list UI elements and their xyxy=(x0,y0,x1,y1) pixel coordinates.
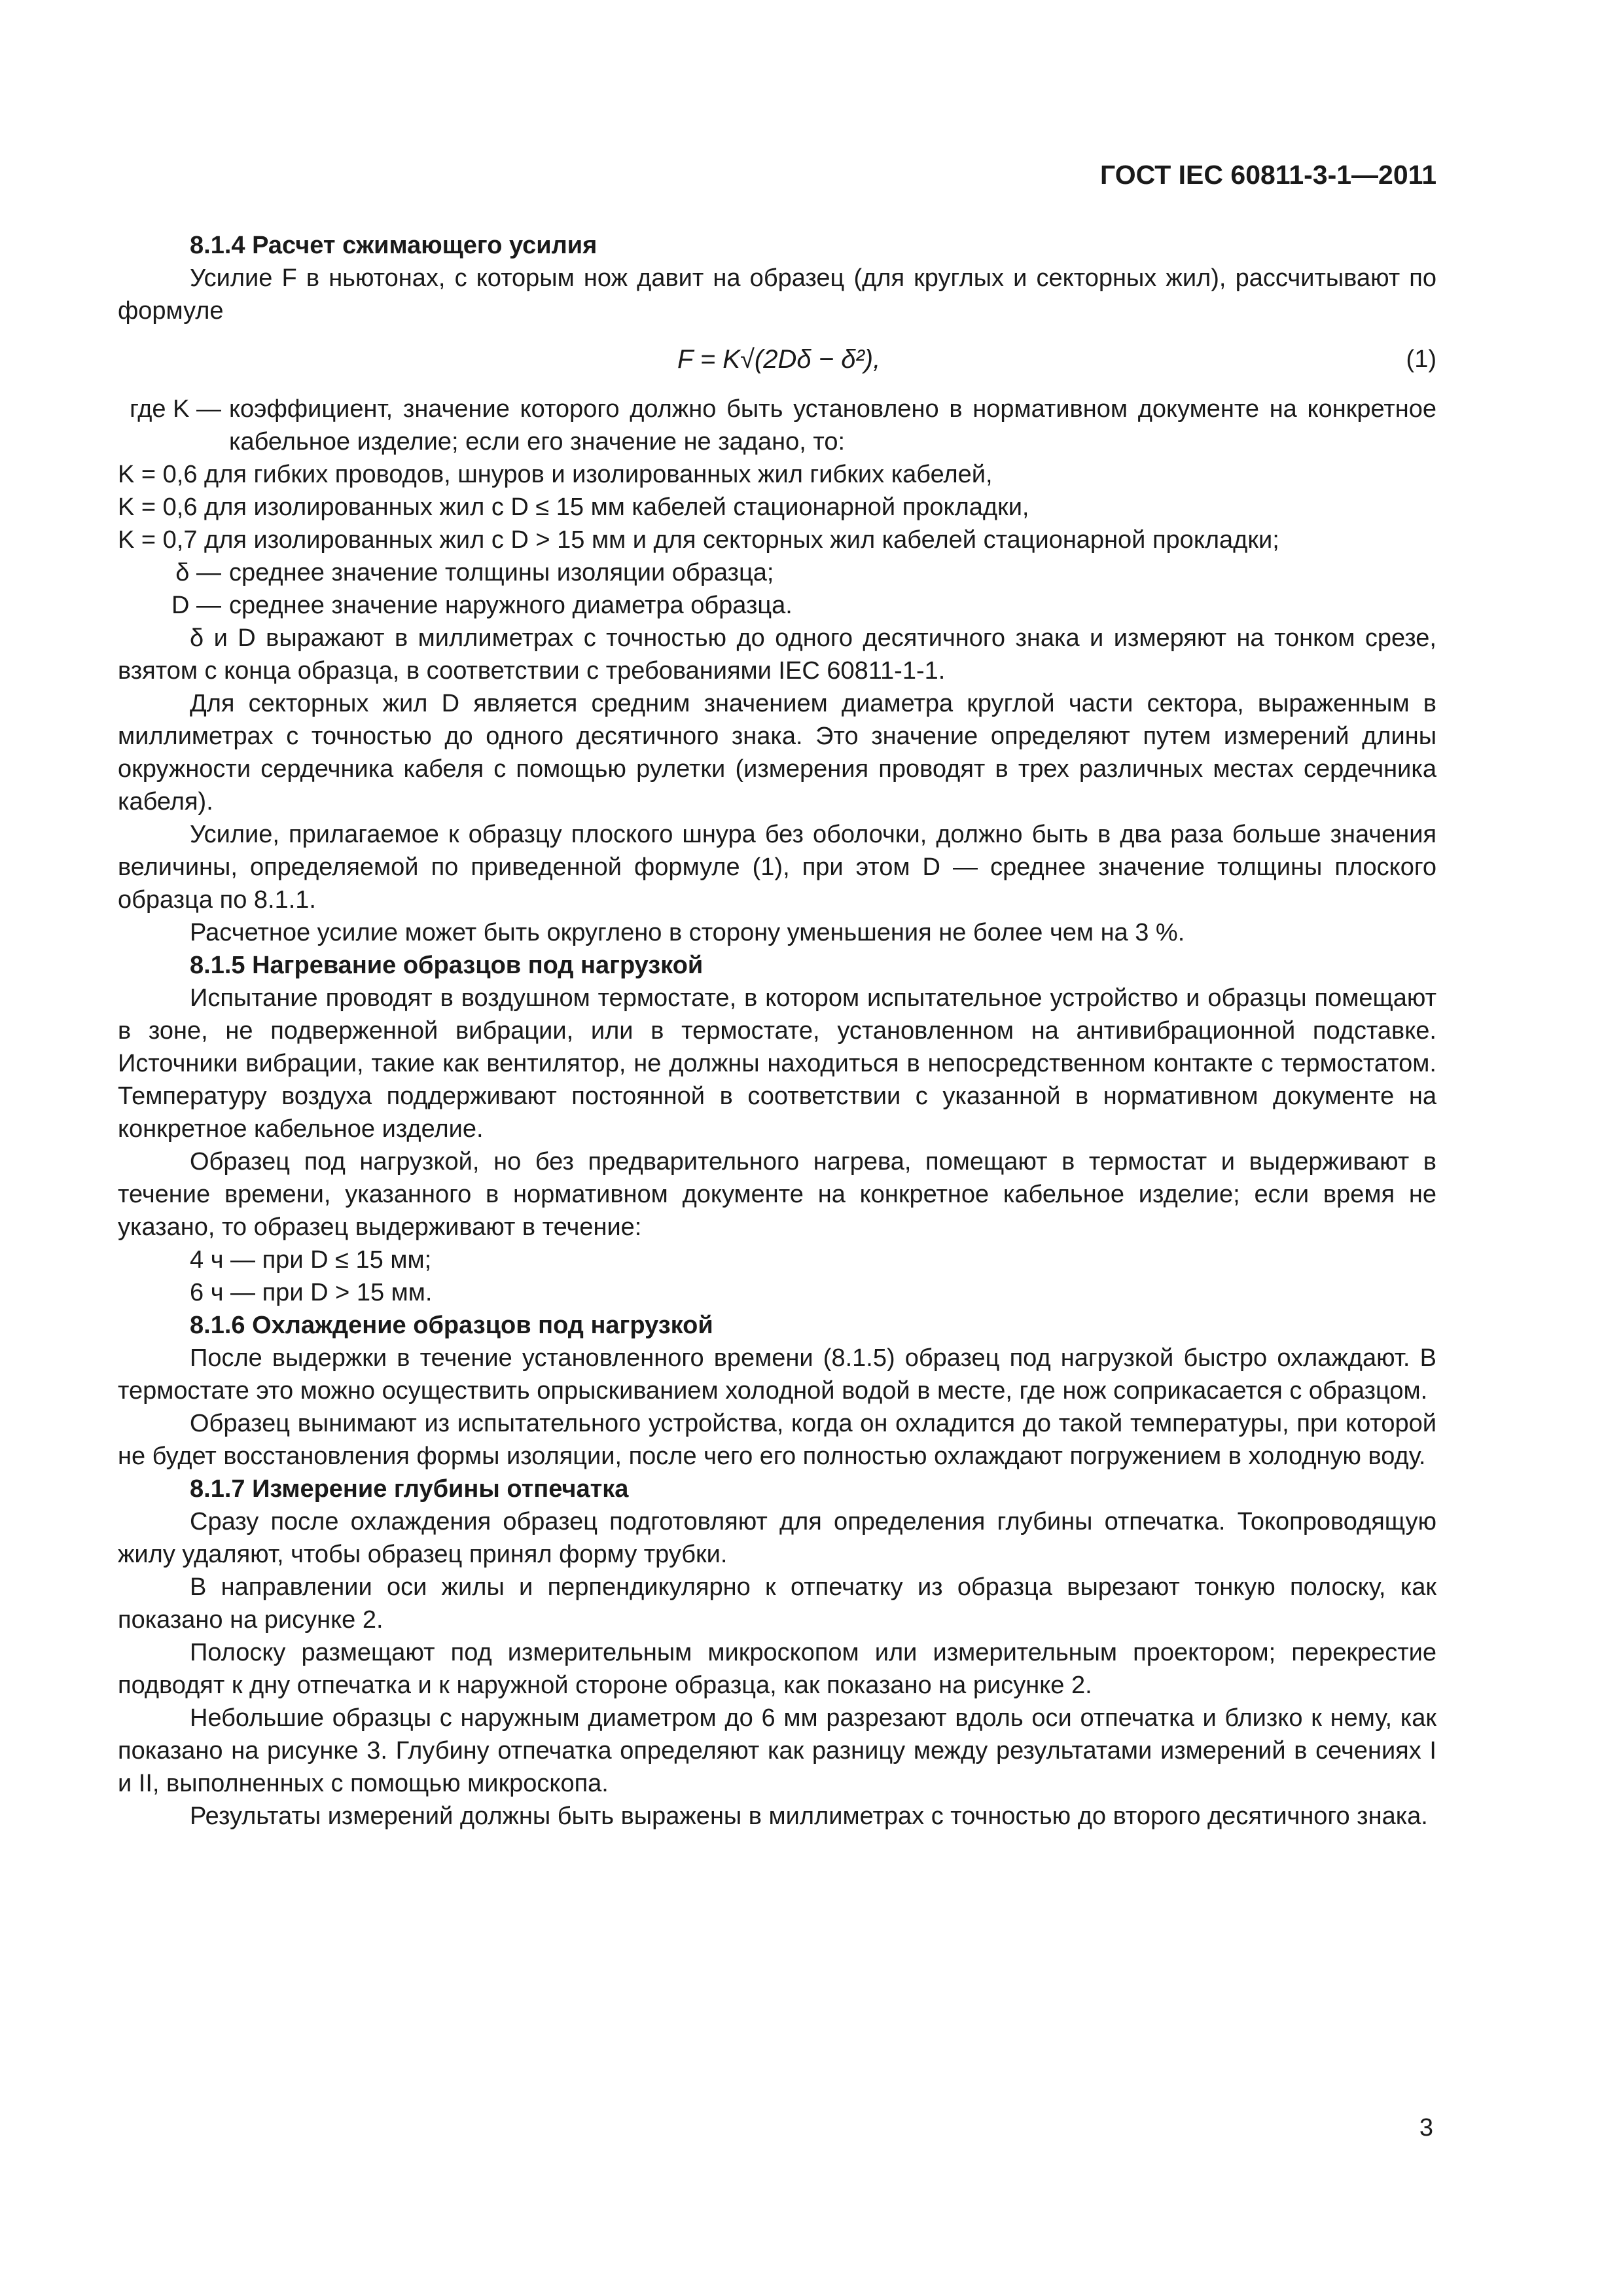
paragraph: Расчетное усилие может быть округлено в сторону уменьшения не более чем на 3 %. xyxy=(190,919,1185,946)
definition-text: среднее значение наружного диаметра образца. xyxy=(229,592,793,619)
paragraph: Сразу после охлаждения образец подготовляют для определения глубины отпечатка. Токопроводящую жилу удаляют, чтобы образец принял форму трубки. xyxy=(118,1508,1436,1568)
section-heading-8-1-4: 8.1.4 Расчет сжимающего усилия xyxy=(190,232,597,259)
definition-row xyxy=(118,393,1436,458)
paragraph: Усилие, прилагаемое к образцу плоского шнура без оболочки, должно быть в два раза больше значения величины, определяемой по приведенной формуле (1), при этом D — среднее значение толщины плоского образца по 8.1.1. xyxy=(118,821,1436,914)
formula-block xyxy=(118,327,1436,393)
definition-term: где K — xyxy=(130,395,221,423)
definition-row xyxy=(118,589,1436,622)
section-heading-8-1-5: 8.1.5 Нагревание образцов под нагрузкой xyxy=(190,952,704,979)
section-heading-8-1-7: 8.1.7 Измерение глубины отпечатка xyxy=(190,1475,629,1503)
k-value: K = 0,7 для изолированных жил с D > 15 мм и для секторных жил кабелей стационарной прокладки; xyxy=(118,526,1279,554)
definition-row xyxy=(118,556,1436,589)
definitions-list xyxy=(118,393,1436,622)
formula-number: (1) xyxy=(1406,346,1436,373)
definition-term: D — xyxy=(171,592,221,619)
paragraph: Полоску размещают под измерительным микроскопом или измерительным проектором; перекрестие подводят к дну отпечатка и к наружной стороне образца, как показано на рисунке 2. xyxy=(118,1639,1436,1699)
page-number: 3 xyxy=(1419,2114,1433,2142)
paragraph: Для секторных жил D является средним значением диаметра круглой части сектора, выраженным в миллиметрах с точностью до одного десятичного знака. Это значение определяют путем измерений длины окружности сердечника кабеля с помощью рулетки (измерения проводят в трех различных местах сердечника кабеля). xyxy=(118,690,1436,816)
section-heading-8-1-6: 8.1.6 Охлаждение образцов под нагрузкой xyxy=(190,1312,713,1339)
definition-text: среднее значение толщины изоляции образца; xyxy=(229,559,774,586)
paragraph: В направлении оси жилы и перпендикулярно к отпечатку из образца вырезают тонкую полоску, как показано на рисунке 2. xyxy=(118,1573,1436,1634)
paragraph: Образец вынимают из испытательного устройства, когда он охладится до такой температуры, при которой не будет восстановления формы изоляции, после чего его полностью охлаждают погружением в холодную воду. xyxy=(118,1410,1436,1470)
paragraph: Испытание проводят в воздушном термостате, в котором испытательное устройство и образцы помещают в зоне, не подверженной вибрации, или в термостате, установленном на антивибрационной подставке. Источники вибрации, такие как вентилятор, не должны находиться в непосредственном контакте с термостатом. Температуру воздуха поддерживают постоянной в соответствии с указанной в нормативном документе на конкретное кабельное изделие. xyxy=(118,984,1436,1143)
paragraph: Результаты измерений должны быть выражены в миллиметрах с точностью до второго десятичного знака. xyxy=(190,1803,1428,1830)
k-value: K = 0,6 для гибких проводов, шнуров и изолированных жил гибких кабелей, xyxy=(118,461,993,488)
document-code: ГОСТ IEC 60811-3-1—2011 xyxy=(1100,160,1436,190)
list-item: 4 ч — при D ≤ 15 мм; xyxy=(190,1246,432,1274)
definition-term: δ — xyxy=(175,559,221,586)
list-item: 6 ч — при D > 15 мм. xyxy=(190,1279,433,1306)
paragraph: Образец под нагрузкой, но без предварительного нагрева, помещают в термостат и выдерживают в течение времени, указанного в нормативном документе на конкретное кабельное изделие; если время не указано, то образец выдерживают в течение: xyxy=(118,1148,1436,1241)
definition-text: коэффициент, значение которого должно быть установлено в нормативном документе на конкретное кабельное изделие; если его значение не задано, то: xyxy=(229,395,1436,456)
paragraph: Небольшие образцы с наружным диаметром до 6 мм разрезают вдоль оси отпечатка и близко к нему, как показано на рисунке 3. Глубину отпечатка определяют как разницу между результатами измерений в сечениях I и II, выполненных с помощью микроскопа. xyxy=(118,1704,1436,1797)
k-value: K = 0,6 для изолированных жил с D ≤ 15 мм кабелей стационарной прокладки, xyxy=(118,493,1029,521)
paragraph: Усилие F в ньютонах, с которым нож давит на образец (для круглых и секторных жил), рассчитывают по формуле xyxy=(118,264,1436,325)
formula: F = K√(2Dδ − δ²), xyxy=(677,345,881,374)
page-body xyxy=(118,229,1436,1833)
paragraph: После выдержки в течение установленного времени (8.1.5) образец под нагрузкой быстро охлаждают. В термостате это можно осуществить опрыскиванием холодной водой в месте, где нож соприкасается с образцом. xyxy=(118,1344,1436,1405)
paragraph: δ и D выражают в миллиметрах с точностью до одного десятичного знака и измеряют на тонком срезе, взятом с конца образца, в соответствии с требованиями IEC 60811-1-1. xyxy=(118,624,1436,685)
